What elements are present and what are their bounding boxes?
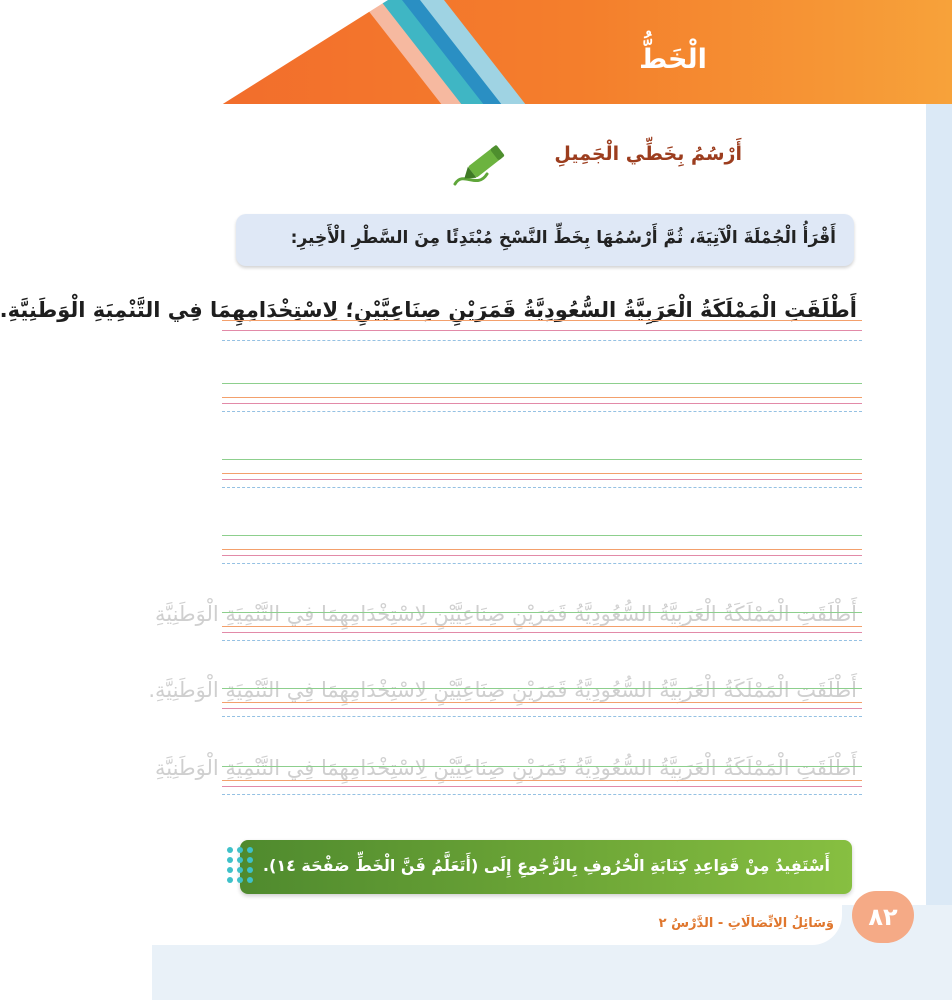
tip-text: أَسْتَفِيدُ مِنْ قَوَاعِدِ كِتَابَةِ الْحُرُوفِ بِالرُّجُوعِ إِلَى (أَتَعَلَّمُ فَنَّ الْخَطِّ صَفْحَة ١٤). — [262, 856, 830, 875]
guide-line — [222, 479, 862, 480]
guide-line — [222, 716, 862, 717]
guide-line — [222, 330, 862, 331]
guide-line — [222, 459, 862, 460]
guide-line — [222, 555, 862, 556]
page-header — [152, 0, 952, 104]
guide-line — [222, 780, 862, 781]
guide-line — [222, 612, 862, 613]
guide-line — [222, 632, 862, 633]
page-number: ٨٢ — [852, 891, 914, 943]
guide-line — [222, 473, 862, 474]
guide-line — [222, 403, 862, 404]
lesson-label: وَسَائِلُ الِاتِّصَالَاتِ - الدَّرْسُ ٢ — [658, 916, 834, 931]
guide-line — [222, 487, 862, 488]
sample-sentence: أَطْلَقَتِ الْمَمْلَكَةُ الْعَرَبِيَّةُ السُّعُودِيَّةُ قَمَرَيْنِ صِنَاعِيَّيْنِ؛ لِاسْتِخْدَامِهِمَا فِي التَّنْمِيَةِ الْوَطَنِيَّةِ. — [0, 298, 857, 322]
guide-line — [222, 786, 862, 787]
guide-line — [222, 383, 862, 384]
guide-line — [222, 626, 862, 627]
trace-text: أَطْلَقَتِ الْمَمْلَكَةُ الْعَرَبِيَّةُ السُّعُودِيَّةُ قَمَرَيْنِ صِنَاعِيَّيْنِ لِاسْتِخْدَامِهِمَا فِي التَّنْمِيَةِ الْوَطَنِيَّةِ — [155, 756, 857, 780]
guide-line — [222, 320, 862, 321]
guide-line — [222, 549, 862, 550]
section-heading: أَرْسُمُ بِخَطِّي الْجَمِيلِ — [554, 143, 742, 165]
guide-line — [222, 411, 862, 412]
dots-decoration-icon — [224, 842, 264, 892]
pencil-icon — [447, 140, 517, 190]
guide-line — [222, 340, 862, 341]
guide-line — [222, 688, 862, 689]
page-title: الْخَطُّ — [639, 44, 707, 75]
guide-line — [222, 702, 862, 703]
right-margin-band — [926, 104, 952, 1000]
guide-line — [222, 708, 862, 709]
guide-line — [222, 640, 862, 641]
guide-line — [222, 397, 862, 398]
guide-line — [222, 563, 862, 564]
instruction-box — [236, 214, 854, 266]
guide-line — [222, 535, 862, 536]
guide-line — [222, 766, 862, 767]
trace-text: أَطْلَقَتِ الْمَمْلَكَةُ الْعَرَبِيَّةُ السُّعُودِيَّةُ قَمَرَيْنِ صِنَاعِيَّيْنِ لِاسْتِخْدَامِهِمَا فِي التَّنْمِيَةِ الْوَطَنِيَّةِ. — [148, 678, 857, 702]
instruction-text: أَقْرَأُ الْجُمْلَةَ الْآتِيَةَ، ثُمَّ أَرْسُمُهَا بِخَطِّ النَّسْخِ مُبْتَدِئًا مِنَ السَّطْرِ الْأَخِيرِ: — [290, 228, 836, 248]
guide-line — [222, 794, 862, 795]
tip-banner — [240, 840, 852, 894]
trace-text: أَطْلَقَتِ الْمَمْلَكَةُ الْعَرَبِيَّةُ السُّعُودِيَّةُ قَمَرَيْنِ صِنَاعِيَّيْنِ لِاسْتِخْدَامِهِمَا فِي التَّنْمِيَةِ الْوَطَنِيَّةِ — [155, 602, 857, 626]
